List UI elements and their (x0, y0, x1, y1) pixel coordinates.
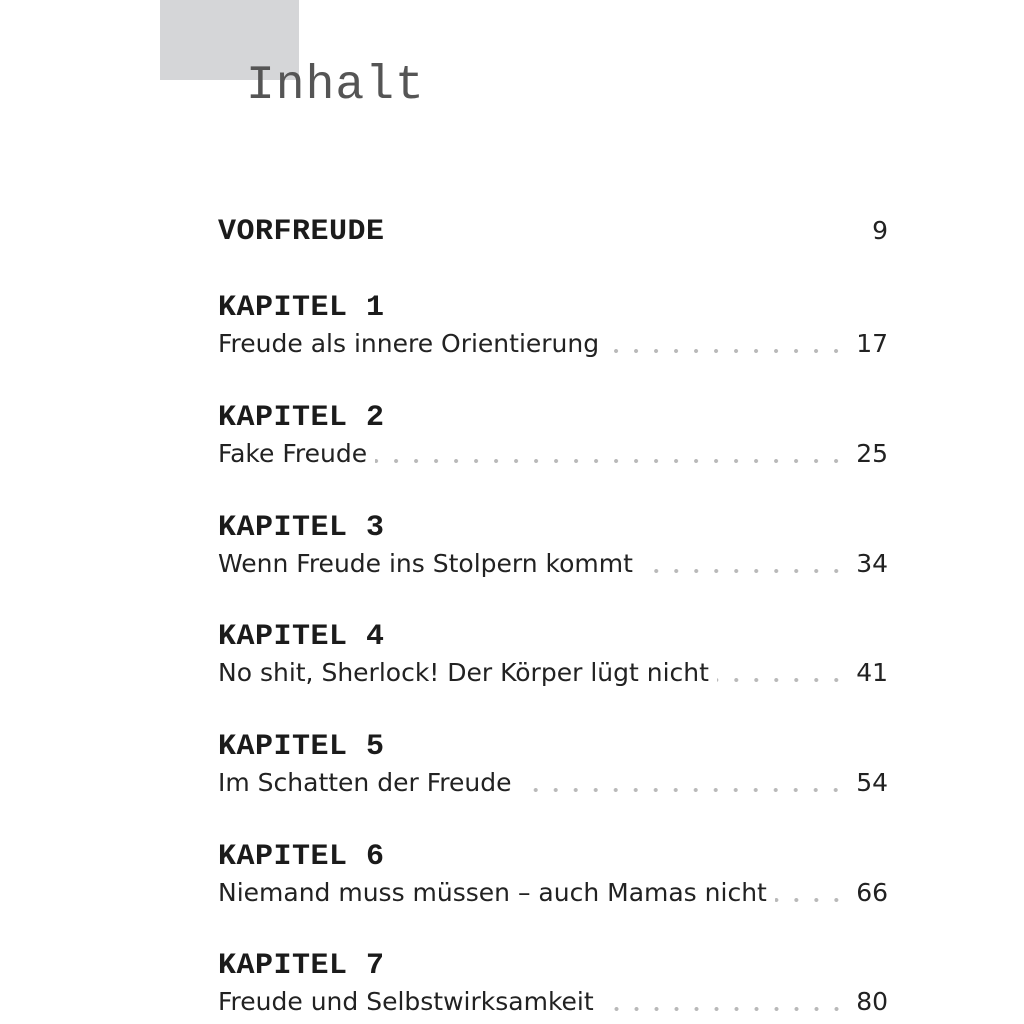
chapter-label: KAPITEL 5 (218, 730, 385, 764)
chapter-title: Wenn Freude ins Stolpern kommt (218, 549, 633, 578)
chapter-title: Freude als innere Orientierung (218, 329, 600, 358)
dot-leader (607, 348, 846, 354)
toc-entry-chapter-7[interactable] (218, 948, 888, 1020)
toc-entry-intro[interactable] (218, 214, 888, 250)
chapter-label: KAPITEL 6 (218, 840, 385, 874)
chapter-label: KAPITEL 1 (218, 291, 385, 325)
page-title: Inhalt (246, 59, 425, 113)
dot-leader (375, 458, 846, 464)
chapter-page-number: 54 (856, 768, 888, 797)
chapter-page-number: 80 (856, 987, 888, 1016)
dot-leader (519, 787, 846, 793)
chapter-label: KAPITEL 4 (218, 620, 385, 654)
chapter-page-number: 41 (856, 658, 888, 687)
toc-entry-chapter-6[interactable] (218, 839, 888, 911)
chapter-label: KAPITEL 7 (218, 949, 385, 983)
chapter-title: Freude und Selbstwirksamkeit (218, 987, 594, 1016)
chapter-title: Fake Freude (218, 439, 368, 468)
chapter-label: KAPITEL 2 (218, 401, 385, 435)
toc-entry-chapter-5[interactable] (218, 729, 888, 801)
chapter-title: Im Schatten der Freude (218, 768, 512, 797)
chapter-page-number: 17 (856, 329, 888, 358)
intro-title: VORFREUDE (218, 215, 385, 249)
chapter-page-number: 34 (856, 549, 888, 578)
chapter-title: Niemand muss müssen – auch Mamas nicht (218, 878, 767, 907)
toc-entry-chapter-2[interactable] (218, 400, 888, 472)
toc-entry-chapter-1[interactable] (218, 290, 888, 362)
dot-leader (641, 568, 846, 574)
dot-leader (775, 897, 846, 903)
dot-leader (717, 677, 846, 683)
intro-page-number: 9 (872, 216, 888, 245)
chapter-label: KAPITEL 3 (218, 511, 385, 545)
toc-entry-chapter-3[interactable] (218, 510, 888, 582)
chapter-page-number: 66 (856, 878, 888, 907)
toc-entry-chapter-4[interactable] (218, 619, 888, 691)
chapter-page-number: 25 (856, 439, 888, 468)
chapter-title: No shit, Sherlock! Der Körper lügt nicht (218, 658, 709, 687)
dot-leader (602, 1006, 847, 1012)
